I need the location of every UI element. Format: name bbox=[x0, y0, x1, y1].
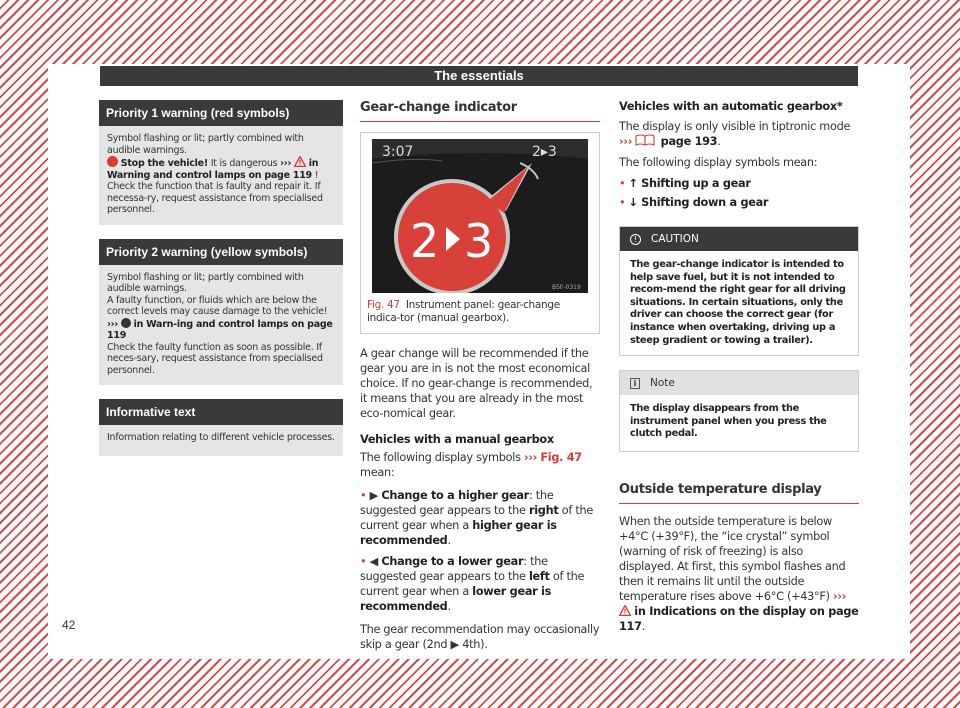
priority1-heading: Priority 1 warning (red symbols) bbox=[99, 100, 343, 126]
info-circle-icon bbox=[121, 318, 131, 328]
warning-triangle-icon bbox=[619, 605, 631, 616]
priority1-body: Symbol flashing or lit; partly combined with audible warnings. Stop the vehicle! It is dangerous ››› in Warning and control lamps on page 119 ! Check the function that is faulty and repair it. If necessa-ry, request assistance from specialised personnel. bbox=[99, 126, 343, 225]
caution-box bbox=[619, 226, 859, 356]
right-column bbox=[619, 100, 859, 634]
left-arrow-icon: ◀ bbox=[369, 555, 379, 568]
automatic-gearbox-heading: Vehicles with an automatic gearbox* bbox=[619, 100, 843, 113]
fig47-link[interactable]: Fig. 47 bbox=[540, 451, 582, 464]
bullet-shift-up: • ↑ Shifting up a gear bbox=[619, 177, 751, 190]
note-heading: i Note bbox=[620, 371, 858, 395]
arrow-up-icon: ↑ bbox=[628, 177, 638, 190]
bullet-shift-down: • ↓ Shifting down a gear bbox=[619, 196, 769, 209]
page-number: 42 bbox=[62, 618, 76, 632]
caution-heading: ! CAUTION bbox=[620, 227, 858, 251]
priority2-heading: Priority 2 warning (yellow symbols) bbox=[99, 239, 343, 265]
caution-text: The gear-change indicator is intended to help save fuel, but it is not intended to recom-mend the right gear for all driving situations. In certain situations, only the driver can choose the correct gear (for instance when overtaking, driving up a steep gradient or towing a trailer). bbox=[630, 259, 846, 346]
figure-caption: Fig. 47 Instrument panel: gear-change indica-tor (manual gearbox). bbox=[367, 299, 560, 324]
big-gear-to: 3 bbox=[464, 214, 494, 268]
note-text: The display disappears from the instrument panel when you press the clutch pedal. bbox=[630, 403, 827, 440]
note-icon: i bbox=[630, 378, 640, 389]
paragraph-symbols: The following display symbols ››› Fig. 47 mean: bbox=[360, 451, 582, 479]
gear-change-title: Gear-change indicator bbox=[360, 100, 600, 122]
warning-triangle-icon bbox=[294, 156, 306, 167]
informative-heading: Informative text bbox=[99, 399, 343, 425]
paragraph-display-symbols: The following display symbols mean: bbox=[619, 156, 818, 169]
paragraph-outside-temp: When the outside temperature is below +4°C (+39°F), the “ice crystal” symbol (warning of risk of freezing) is also displayed. At first, this symbol flashes and then it remains lit until the outside temperature rises above +6°C (+43°F) ››› in Indications on the display on page 117. bbox=[619, 514, 859, 633]
informative-body: Information relating to different vehicle processes. bbox=[99, 425, 343, 456]
left-column bbox=[99, 100, 343, 456]
clock-readout: 3:07 bbox=[382, 144, 414, 160]
caution-icon: ! bbox=[630, 234, 641, 245]
big-gear-from: 2 bbox=[410, 214, 440, 268]
bullet-lower-gear: • ◀ Change to a lower gear: the suggested gear appears to the left of the current gear when a lower gear is recommended. bbox=[360, 555, 585, 613]
paragraph-tiptronic: The display is only visible in tiptronic mode ››› page 193. bbox=[619, 120, 851, 148]
arrow-down-icon: ↓ bbox=[628, 196, 638, 209]
stop-warning-icon bbox=[107, 156, 118, 167]
skip-arrow-icon: ▶ bbox=[450, 638, 459, 651]
manual-gearbox-heading: Vehicles with a manual gearbox bbox=[360, 433, 554, 446]
paragraph-intro: A gear change will be recommended if the gear you are in is not the most economical choice. If no gear-change is recommended, it means that you are already in the most eco-nomical gear. bbox=[360, 347, 593, 420]
page-header: The essentials bbox=[100, 66, 858, 86]
small-gear-readout: 2▸3 bbox=[532, 144, 557, 160]
image-code: B5F-0319 bbox=[552, 284, 581, 291]
priority2-body: Symbol flashing or lit; partly combined with audible warnings. A faulty function, or fluids which are below the correct levels may cause damage to the vehicle! ››› in Warn-ing and control lamps on page 119 Check the faulty function as soon as possible. If neces-sary, request assistance from specialised personnel. bbox=[99, 265, 343, 386]
right-arrow-icon: ▶ bbox=[369, 489, 379, 502]
paragraph-skip-gear: The gear recommendation may occasionally skip a gear (2nd ▶ 4th). bbox=[360, 623, 600, 651]
book-icon bbox=[635, 134, 657, 146]
outside-temp-title: Outside temperature display bbox=[619, 482, 859, 504]
bullet-higher-gear: • ▶ Change to a higher gear: the suggested gear appears to the right of the current gear when a higher gear is recommended. bbox=[360, 489, 593, 547]
middle-column bbox=[360, 100, 600, 652]
instrument-panel-image bbox=[372, 139, 588, 293]
figure-47 bbox=[360, 132, 600, 334]
note-box bbox=[619, 370, 859, 452]
